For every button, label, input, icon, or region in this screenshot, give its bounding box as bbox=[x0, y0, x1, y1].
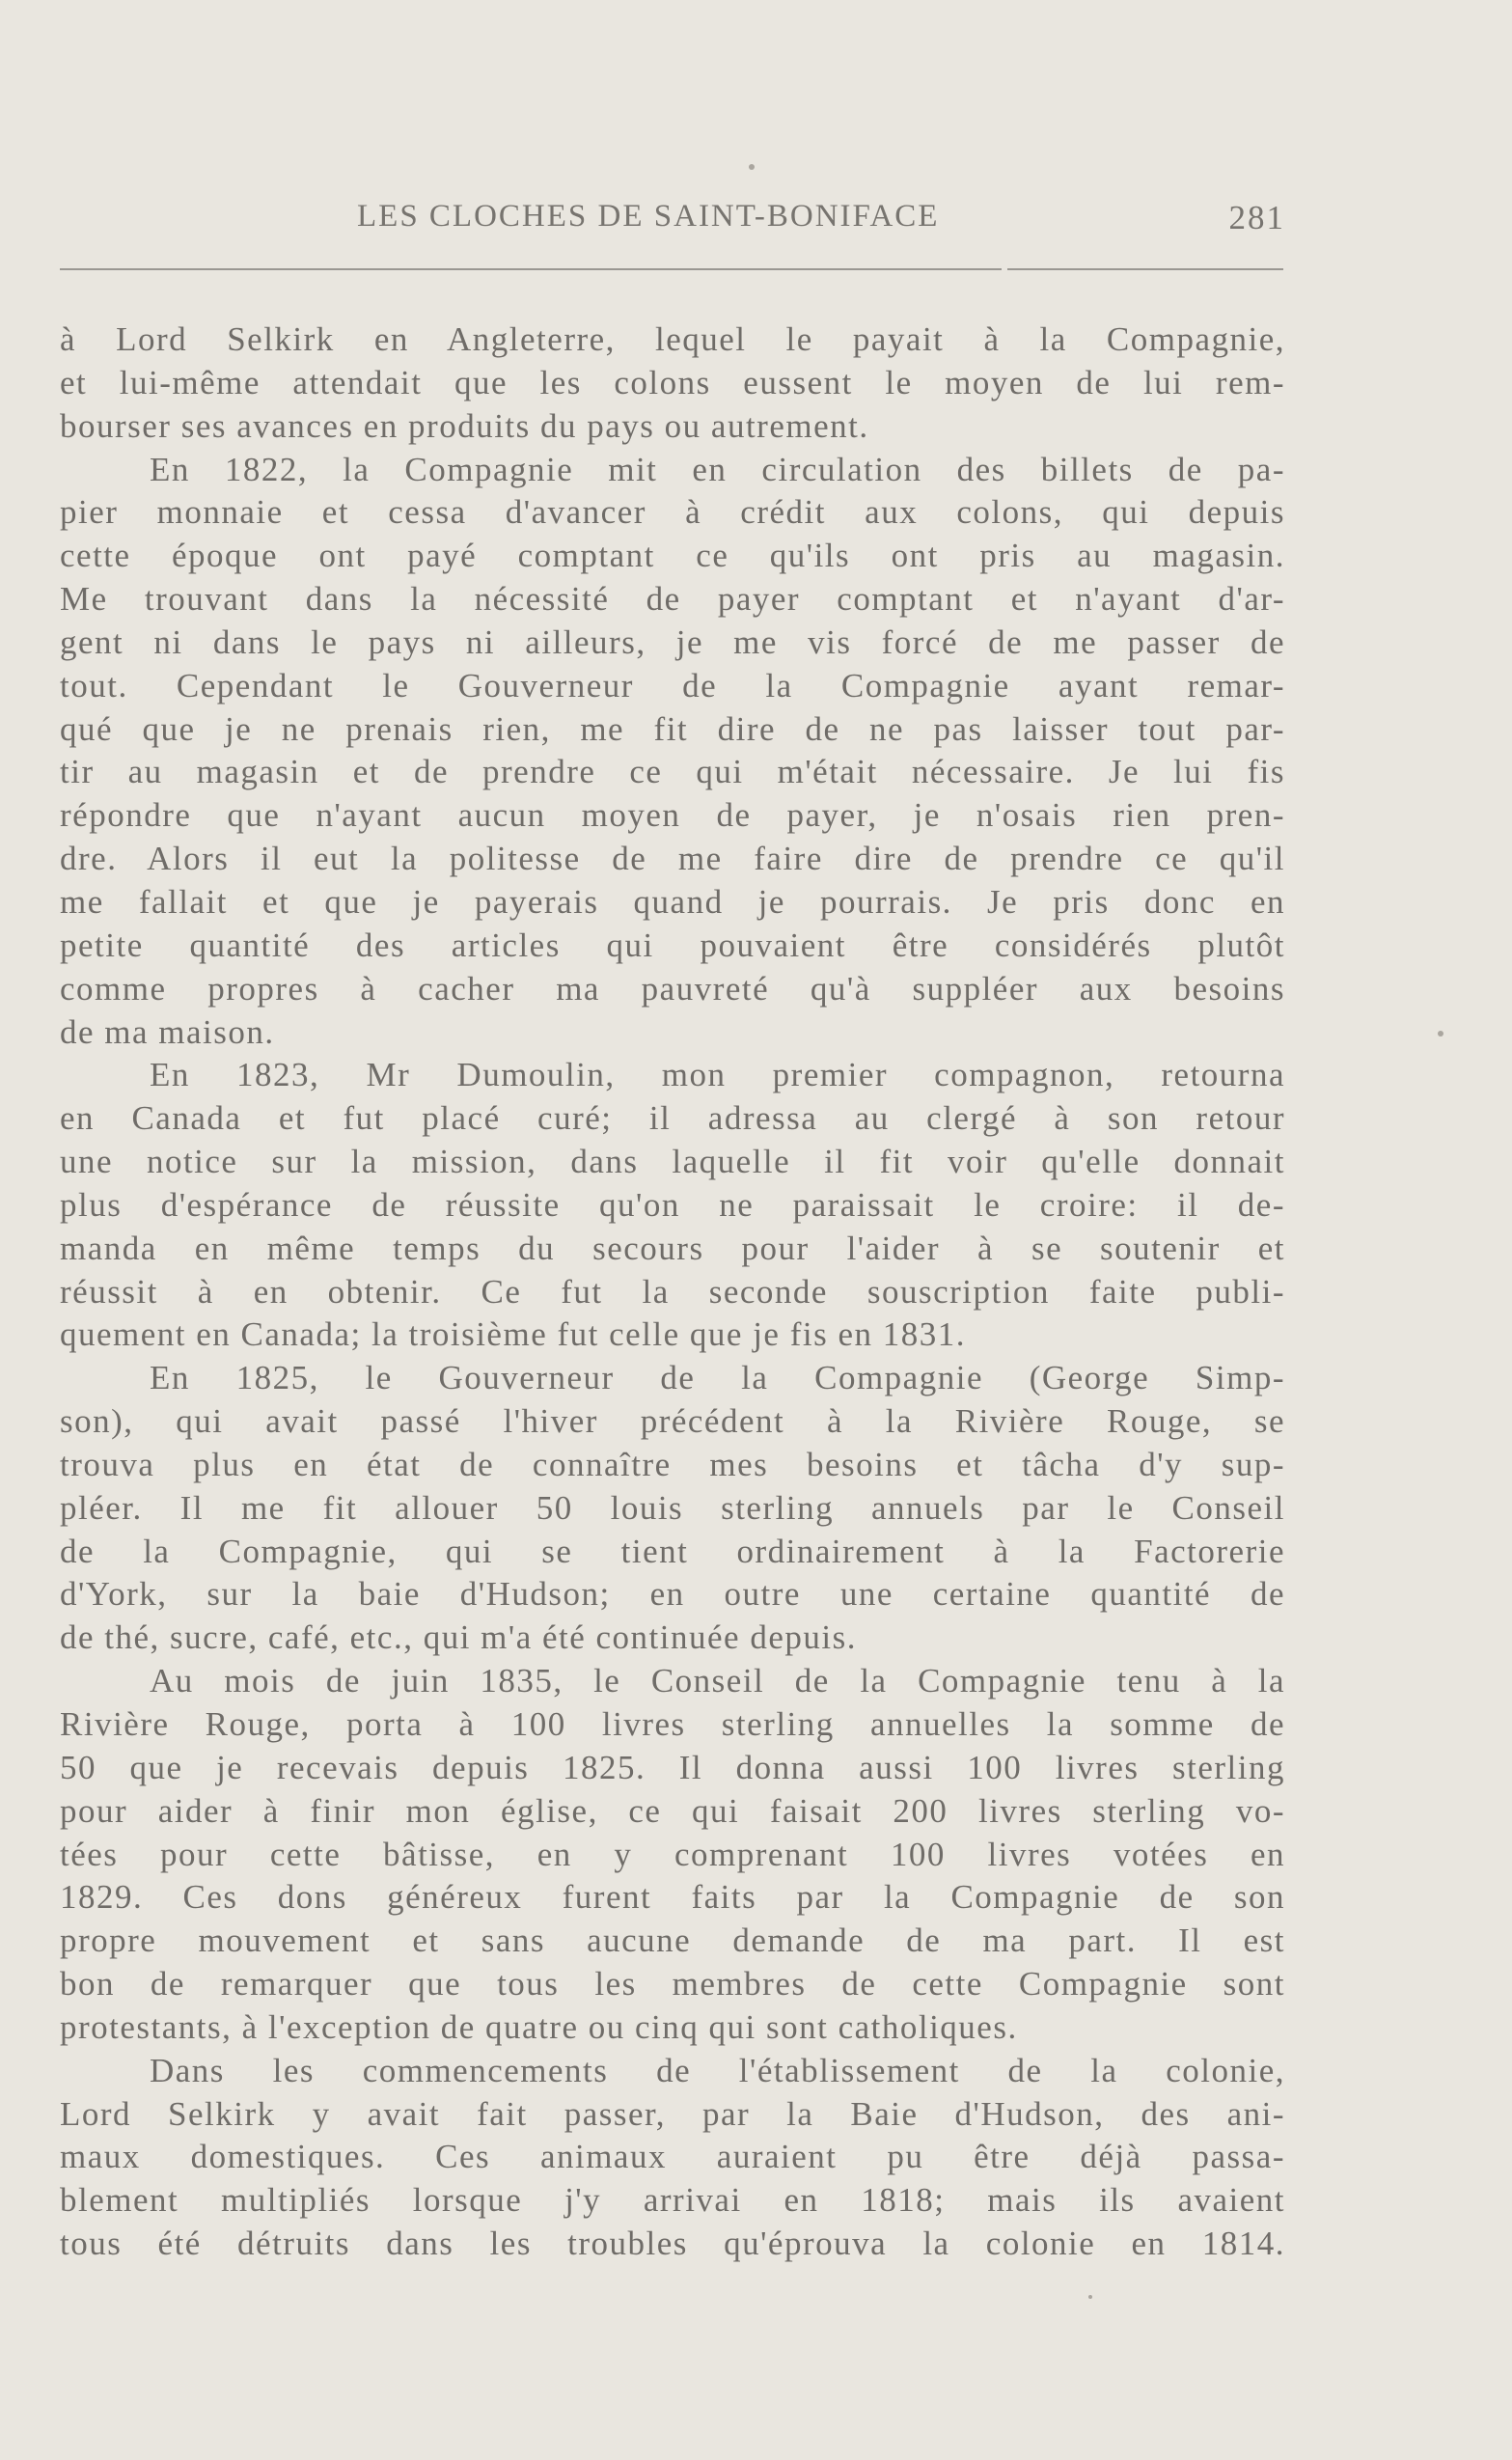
text-line: quement en Canada; la troisième fut celle que je fis en 1831. bbox=[60, 1315, 966, 1354]
header-rule bbox=[1007, 268, 1283, 270]
text-line: une notice sur la mission, dans laquelle il fit voir qu'elle donnait bbox=[60, 1143, 1285, 1181]
text-line: dre. Alors il eut la politesse de me faire dire de prendre ce qu'il bbox=[60, 840, 1285, 878]
text-line: réussit à en obtenir. Ce fut la seconde souscription faite publi- bbox=[60, 1272, 1285, 1311]
text-line: 50 que je recevais depuis 1825. Il donna aussi 100 livres sterling bbox=[60, 1748, 1285, 1786]
text-line: répondre que n'ayant aucun moyen de payer, je n'osais rien pren- bbox=[60, 796, 1285, 835]
text-line: à Lord Selkirk en Angleterre, lequel le payait à la Compagnie, bbox=[60, 320, 1285, 358]
text-line: trouva plus en état de connaître mes besoins et tâcha d'y sup- bbox=[60, 1445, 1285, 1483]
text-line: tous été détruits dans les troubles qu'éprouva la colonie en 1814. bbox=[60, 2225, 1285, 2263]
text-line: pier monnaie et cessa d'avancer à crédit aux colons, qui depuis bbox=[60, 493, 1285, 532]
text-line: tir au magasin et de prendre ce qui m'était nécessaire. Je lui fis bbox=[60, 753, 1285, 791]
text-line: pléer. Il me fit allouer 50 louis sterling annuels par le Conseil bbox=[60, 1488, 1285, 1527]
text-line: manda en même temps du secours pour l'aider à se soutenir et bbox=[60, 1229, 1285, 1267]
text-line: d'York, sur la baie d'Hudson; en outre une certaine quantité de bbox=[60, 1575, 1285, 1614]
text-line: cette époque ont payé comptant ce qu'ils ont pris au magasin. bbox=[60, 537, 1285, 575]
paragraph-start: Au mois de juin 1835, le Conseil de la Compagnie tenu à la bbox=[150, 1662, 1285, 1700]
text-line: blement multipliés lorsque j'y arrivai en 1818; mais ils avaient bbox=[60, 2181, 1285, 2220]
text-line: plus d'espérance de réussite qu'on ne paraissait le croire: il de- bbox=[60, 1185, 1285, 1224]
paper-speck bbox=[1088, 2295, 1092, 2299]
text-line: protestants, à l'exception de quatre ou cinq qui sont catholiques. bbox=[60, 2007, 1018, 2046]
paper-speck bbox=[749, 164, 755, 170]
paragraph-start: Dans les commencements de l'établissement de la colonie, bbox=[150, 2051, 1285, 2089]
text-line: son), qui avait passé l'hiver précédent à la Rivière Rouge, se bbox=[60, 1402, 1285, 1441]
paragraph-start: En 1823, Mr Dumoulin, mon premier compagnon, retourna bbox=[150, 1056, 1285, 1094]
text-line: me fallait et que je payerais quand je pourrais. Je pris donc en bbox=[60, 882, 1285, 921]
text-line: bon de remarquer que tous les membres de cette Compagnie sont bbox=[60, 1965, 1285, 2004]
page-number: 281 bbox=[1228, 199, 1285, 236]
text-line: tées pour cette bâtisse, en y comprenant 100 livres votées en bbox=[60, 1835, 1285, 1873]
text-line: bourser ses avances en produits du pays ou autrement. bbox=[60, 406, 869, 445]
text-line: maux domestiques. Ces animaux auraient pu être déjà passa- bbox=[60, 2138, 1285, 2176]
text-line: Me trouvant dans la nécessité de payer comptant et n'ayant d'ar- bbox=[60, 580, 1285, 619]
running-title: LES CLOCHES DE SAINT-BONIFACE bbox=[357, 199, 940, 234]
text-line: 1829. Ces dons généreux furent faits par la Compagnie de son bbox=[60, 1878, 1285, 1917]
text-line: tout. Cependant le Gouverneur de la Compagnie ayant remar- bbox=[60, 666, 1285, 705]
paragraph-start: En 1825, le Gouverneur de la Compagnie (George Simp- bbox=[150, 1359, 1285, 1397]
text-line: de thé, sucre, café, etc., qui m'a été continuée depuis. bbox=[60, 1618, 857, 1657]
paragraph-start: En 1822, la Compagnie mit en circulation des billets de pa- bbox=[150, 450, 1285, 488]
text-line: gent ni dans le pays ni ailleurs, je me vis forcé de me passer de bbox=[60, 622, 1285, 661]
body-text bbox=[60, 318, 1285, 2266]
text-line: petite quantité des articles qui pouvaient être considérés plutôt bbox=[60, 926, 1285, 964]
page-header bbox=[60, 193, 1285, 241]
text-line: Lord Selkirk y avait fait passer, par la Baie d'Hudson, des ani- bbox=[60, 2094, 1285, 2133]
text-line: comme propres à cacher ma pauvreté qu'à suppléer aux besoins bbox=[60, 969, 1285, 1008]
text-line: de ma maison. bbox=[60, 1012, 275, 1051]
header-rule bbox=[60, 268, 1002, 270]
text-line: qué que je ne prenais rien, me fit dire de ne pas laisser tout par- bbox=[60, 709, 1285, 748]
paper-speck bbox=[1438, 1031, 1443, 1037]
text-line: propre mouvement et sans aucune demande de ma part. Il est bbox=[60, 1921, 1285, 1960]
text-line: Rivière Rouge, porta à 100 livres sterling annuelles la somme de bbox=[60, 1705, 1285, 1743]
text-line: de la Compagnie, qui se tient ordinairement à la Factorerie bbox=[60, 1532, 1285, 1570]
text-line: en Canada et fut placé curé; il adressa au clergé à son retour bbox=[60, 1099, 1285, 1138]
text-line: et lui-même attendait que les colons eussent le moyen de lui rem- bbox=[60, 363, 1285, 401]
text-line: pour aider à finir mon église, ce qui faisait 200 livres sterling vo- bbox=[60, 1791, 1285, 1830]
